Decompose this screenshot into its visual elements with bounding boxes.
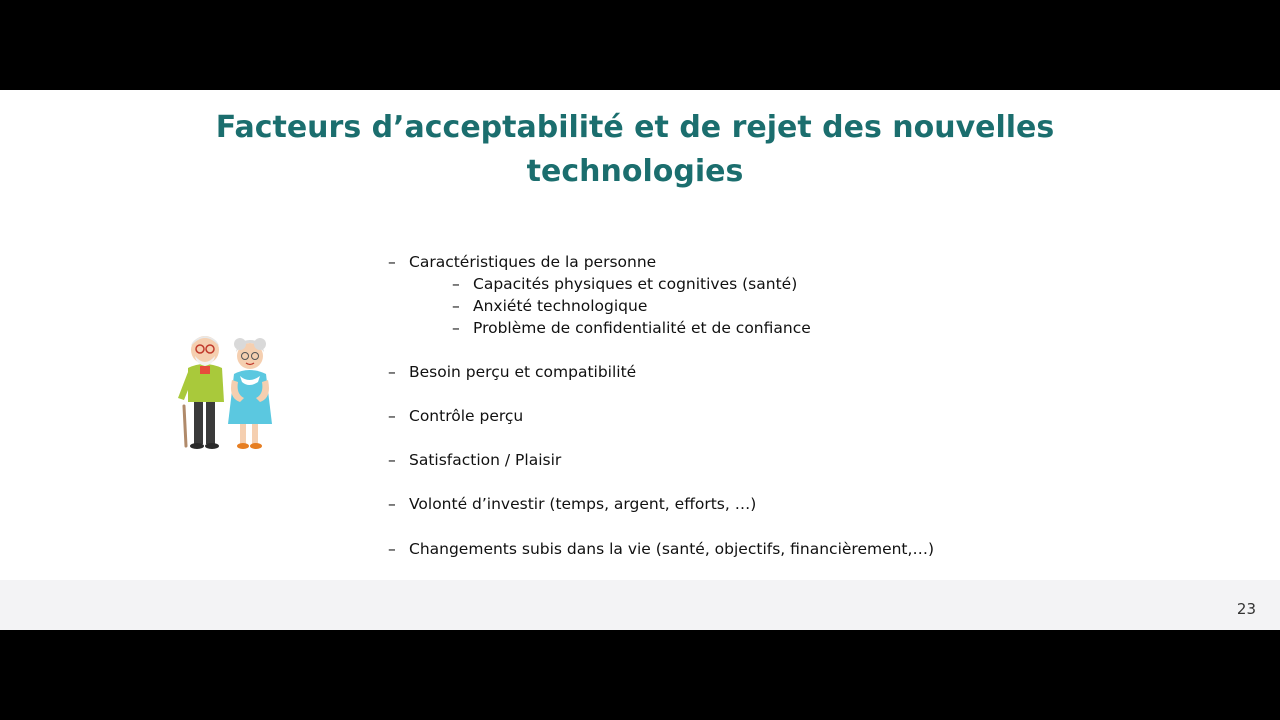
list-item bbox=[388, 450, 561, 470]
bullet-dash: – bbox=[388, 540, 396, 558]
list-item bbox=[388, 539, 934, 559]
bullet-dash: – bbox=[388, 407, 396, 425]
list-subitem bbox=[452, 274, 797, 294]
slide-title-line-2: technologies bbox=[526, 154, 744, 189]
list-item-label: Caractéristiques de la personne bbox=[409, 253, 657, 271]
letterbox-bottom bbox=[0, 630, 1280, 720]
bullet-dash: – bbox=[452, 319, 460, 337]
list-subitem bbox=[452, 296, 647, 316]
bullet-dash: – bbox=[388, 495, 396, 513]
list-subitem-label: Capacités physiques et cognitives (santé) bbox=[473, 275, 798, 293]
bullet-dash: – bbox=[452, 275, 460, 293]
list-item bbox=[388, 406, 523, 426]
bullet-dash: – bbox=[388, 451, 396, 469]
letterbox-top bbox=[0, 0, 1280, 90]
slide-title bbox=[0, 106, 1270, 194]
slide-title-line-1: Facteurs d’acceptabilité et de rejet des nouvelles bbox=[215, 110, 1055, 145]
list-item-label: Besoin perçu et compatibilité bbox=[409, 363, 637, 381]
list-subitem-label: Anxiété technologique bbox=[473, 297, 648, 315]
list-item-label: Contrôle perçu bbox=[409, 407, 524, 425]
page-number: 23 bbox=[1236, 600, 1256, 618]
bullet-dash: – bbox=[388, 363, 396, 381]
slide bbox=[0, 90, 1280, 630]
list-item-label: Satisfaction / Plaisir bbox=[409, 451, 562, 469]
bullet-dash: – bbox=[452, 297, 460, 315]
list-item bbox=[388, 494, 756, 514]
elderly-couple-icon bbox=[170, 328, 290, 453]
list-subitem-label: Problème de confidentialité et de confiance bbox=[473, 319, 811, 337]
slide-footer bbox=[0, 580, 1280, 630]
bullet-dash: – bbox=[388, 253, 396, 271]
list-item-label: Changements subis dans la vie (santé, objectifs, financièrement,…) bbox=[409, 540, 934, 558]
list-item bbox=[388, 362, 636, 382]
list-subitem bbox=[452, 318, 811, 338]
list-item-label: Volonté d’investir (temps, argent, efforts, …) bbox=[409, 495, 757, 513]
list-item bbox=[388, 252, 656, 272]
